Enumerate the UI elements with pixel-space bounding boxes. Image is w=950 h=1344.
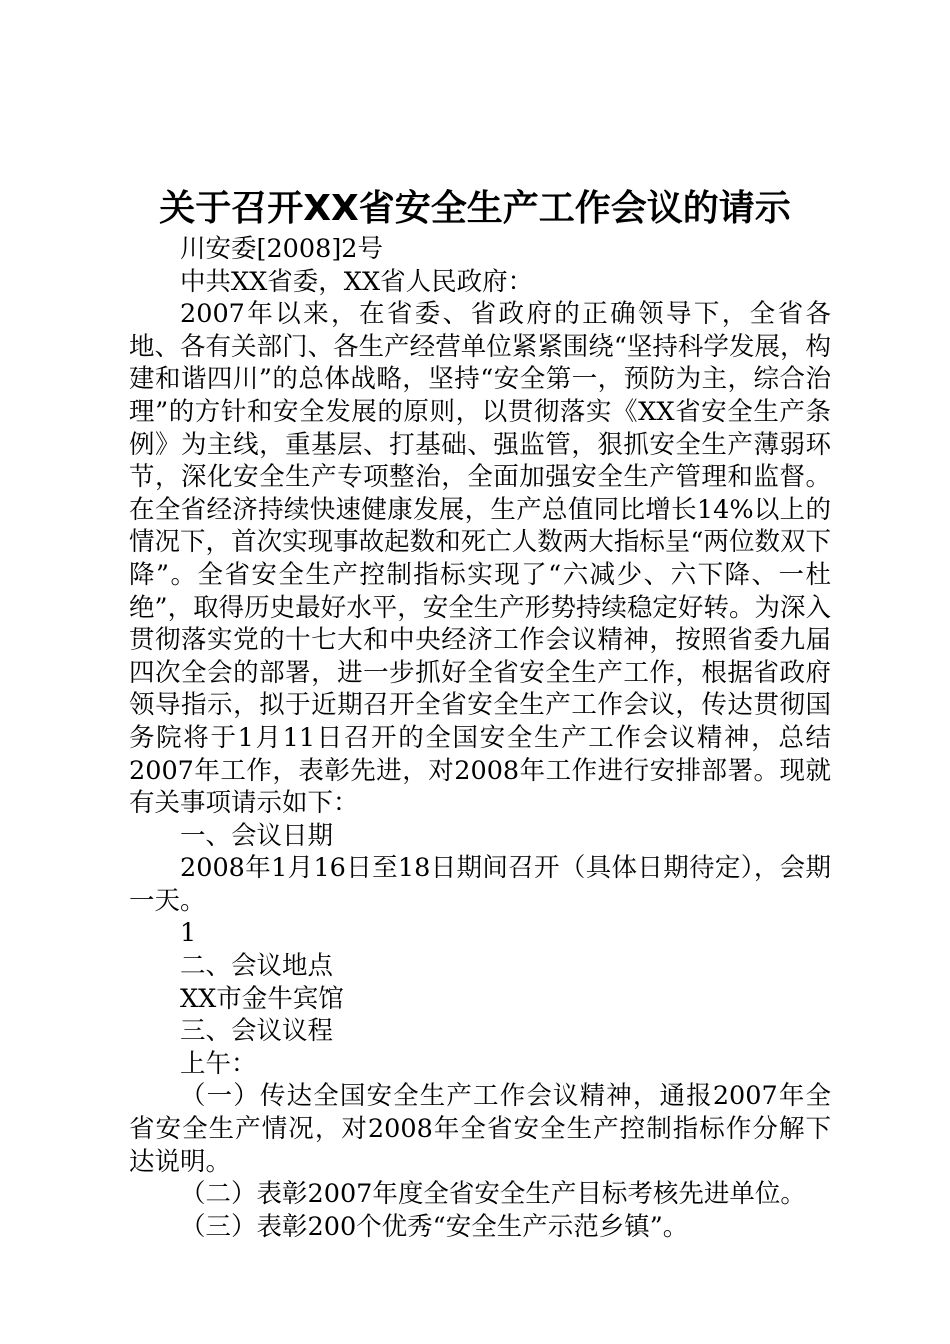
intro-paragraph: 2007年以来，在省委、省政府的正确领导下，全省各地、各有关部门、各生产经营单位紧紧围绕“坚持科学发展，构建和谐四川”的总体战略，坚持“安全第一，预防为主，综合治理”的方针和安全发展的原则，以贯彻落实《XX省安全生产条例》为主线，重基层、打基础、强监管，狠抓安全生产薄弱环节，深化安全生产专项整治，全面加强安全生产管理和监督。在全省经济持续快速健康发展，生产总值同比增长14%以上的情况下，首次实现事故起数和死亡人数两大指标呈“两位数双下降”。全省安全生产控制指标实现了“六减少、六下降、一杜绝”，取得历史最好水平，安全生产形势持续稳定好转。为深入贯彻落实党的十七大和中央经济工作会议精神，按照省委九届四次全会的部署，进一步抓好全省安全生产工作，根据省政府领导指示，拟于近期召开全省安全生产工作会议，传达贯彻国务院将于1月11日召开的全国安全生产工作会议精神，总结2007年工作，表彰先进，对2008年工作进行安排部署。现就有关事项请示如下：: [129, 299, 831, 819]
section1-heading: 一、会议日期: [180, 820, 334, 851]
morning-label: 上午：: [180, 1048, 257, 1079]
section3-heading: 三、会议议程: [180, 1016, 334, 1047]
section2-heading: 二、会议地点: [180, 951, 334, 982]
document-body: [129, 233, 831, 1243]
agenda-item-1: （一）传达全国安全生产工作会议精神，通报2007年全省安全生产情况，对2008年全省安全生产控制指标作分解下达说明。: [129, 1081, 831, 1177]
addressee: 中共XX省委，XX省人民政府：: [180, 266, 534, 297]
doc-number: 川安委[2008]2号: [180, 234, 384, 264]
agenda-item-3: （三）表彰200个优秀“安全生产示范乡镇”。: [180, 1211, 689, 1242]
section2-text: XX市金牛宾馆: [180, 983, 344, 1014]
document-title: 关于召开XX省安全生产工作会议的请示: [159, 188, 791, 229]
agenda-item-2: （二）表彰2007年度全省安全生产目标考核先进单位。: [180, 1179, 806, 1210]
section1-text: 2008年1月16日至18日期间召开（具体日期待定），会期一天。: [129, 853, 831, 916]
page-number: 1: [180, 918, 197, 949]
